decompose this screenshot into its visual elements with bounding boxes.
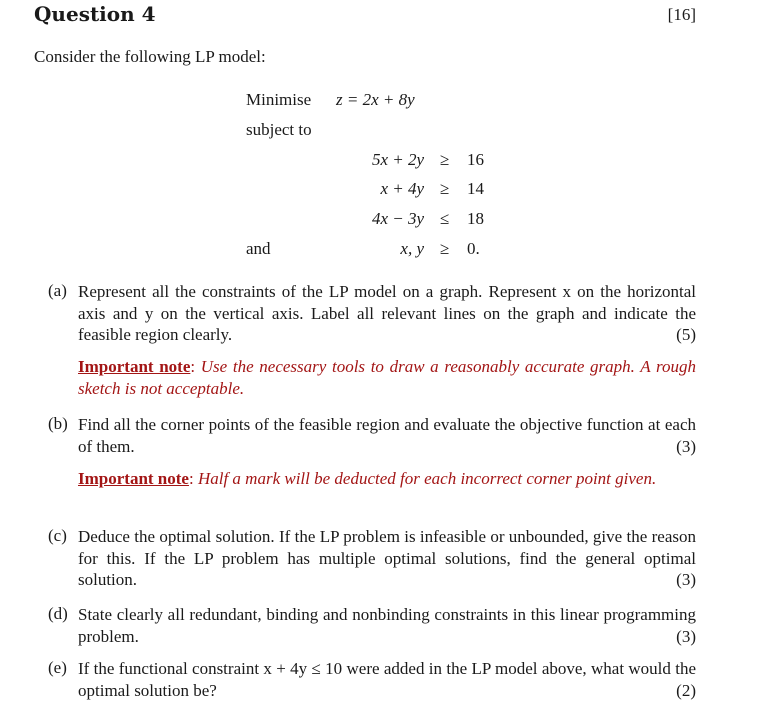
part-d-text [78,604,696,647]
part-b-note: Important note: Half a mark will be deducted for each incorrect corner point given. [78,469,657,488]
intro-text: Consider the following LP model: [34,47,266,66]
part-b-marks: (3) [676,436,696,456]
nonnegativity-lhs: x, y [400,239,424,258]
minimise-label: Minimise [246,90,312,109]
subject-to-label: subject to [246,120,312,139]
part-a-text [78,281,696,346]
nonnegativity-op: ≥ [440,239,450,258]
part-a-question: Represent all the constraints of the LP model on a graph. Represent x on the horizontal axis and y on the vertical axis. Label all relevant lines on the graph and indicate the feasible region clearly. [78,282,696,344]
constraint-1-lhs: 5x + 2y [371,150,424,169]
part-e-marks: (2) [676,680,696,700]
constraint-3-lhs: 4x − 3y [371,209,424,228]
part-b-note-label: Important note [78,469,189,488]
part-a-note-text: Use the necessary tools to draw a reasonably accurate graph. A rough sketch is not acceptable. [78,357,696,398]
constraint-3-rhs: 18 [467,209,484,228]
part-e-text [78,658,696,701]
part-b-letter: (b) [48,414,68,433]
constraint-2-rhs: 14 [467,179,484,198]
constraint-3-op: ≤ [440,209,450,228]
part-d-marks: (3) [676,626,696,646]
part-d-letter: (d) [48,604,68,623]
part-c-text [78,526,696,591]
part-c-question: Deduce the optimal solution. If the LP problem is infeasible or unbounded, give the reason for this. If the LP problem has multiple optimal solutions, find the general optimal solution. [78,527,696,589]
part-c-letter: (c) [48,526,67,545]
constraint-2-op: ≥ [440,179,450,198]
part-e-question: If the functional constraint x + 4y ≤ 10 were added in the LP model above, what would the optimal solution be? [78,659,696,700]
constraint-1-rhs: 16 [467,150,484,169]
question-marks: [16] [667,5,696,24]
part-e-letter: (e) [48,658,67,677]
part-c-marks: (3) [676,570,696,589]
and-label: and [246,239,271,258]
constraint-2-lhs: x + 4y [380,179,424,198]
part-b-note-text: Half a mark will be deducted for each incorrect corner point given. [197,469,657,488]
part-a-note-label: Important note [78,357,191,376]
question-title: Question 4 [34,2,156,26]
part-d-question: State clearly all redundant, binding and nonbinding constraints in this linear programming problem. [78,605,696,646]
nonnegativity-rhs: 0. [467,239,480,258]
objective-function: z = 2x + 8y [336,90,415,109]
part-a-letter: (a) [48,281,67,300]
part-a-note: Important note: Use the necessary tools to draw a reasonably accurate graph. A rough sketch is not acceptable. [78,357,696,398]
constraint-1-op: ≥ [440,150,450,169]
part-b-text [78,414,696,457]
part-a-marks: (5) [676,325,696,344]
part-b-question: Find all the corner points of the feasible region and evaluate the objective function at each of them. [78,415,696,456]
